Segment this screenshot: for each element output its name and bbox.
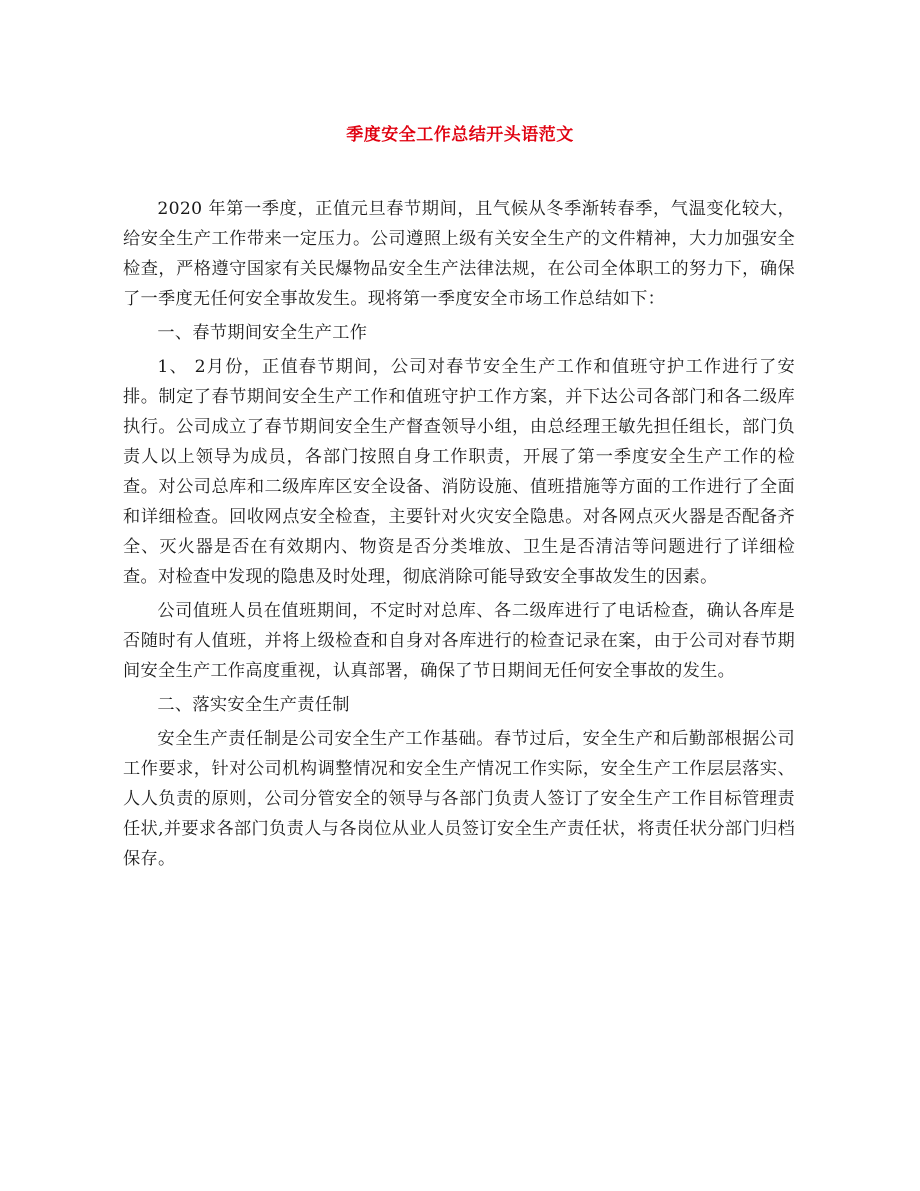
section-heading-spring-festival: 一、春节期间安全生产工作: [157, 323, 368, 343]
paragraph-spring-festival-arrangement: 1、 2月份，正值春节期间，公司对春节安全生产工作和值班守护工作进行了安排。制定了春节期间安全生产工作和值班守护工作方案，并下达公司各部门和各二级库执行。公司成立了春节期间安全生产督查领导小组，由总经理王敏先担任组长，部门负责人以上领导为成员，各部门按照自身工作职责，开展了第一季度安全生产工作的检查。对公司总库和二级库库区安全设备、消防设施、值班措施等方面的工作进行了全面和详细检查。回收网点安全检查，主要针对火灾安全隐患。对各网点灭火器是否配备齐全、灭火器是否在有效期内、物资是否分类堆放、卫生是否清洁等问题进行了详细检查。对检查中发现的隐患及时处理，彻底消除可能导致安全事故发生的因素。: [123, 357, 795, 587]
paragraph-duty-staff: 公司值班人员在值班期间，不定时对总库、各二级库进行了电话检查，确认各库是否随时有人值班，并将上级检查和自身对各库进行的检查记录在案，由于公司对春节期间安全生产工作高度重视，认真部署，确保了节日期间无任何安全事故的发生。: [123, 601, 795, 681]
document-body: [123, 194, 795, 874]
section-heading-responsibility: 二、落实安全生产责任制: [157, 695, 350, 715]
paragraph-intro: 2020 年第一季度，正值元旦春节期间，且气候从冬季渐转春季，气温变化较大，给安全生产工作带来一定压力。公司遵照上级有关安全生产的文件精神，大力加强安全检查，严格遵守国家有关民爆物品安全生产法律法规，在公司全体职工的努力下，确保了一季度无任何安全事故发生。现将第一季度安全市场工作总结如下：: [123, 199, 795, 309]
document-title: 季度安全工作总结开头语范文: [346, 125, 574, 145]
paragraph-responsibility-system: 安全生产责任制是公司安全生产工作基础。春节过后，安全生产和后勤部根据公司工作要求，针对公司机构调整情况和安全生产情况工作实际，安全生产工作层层落实、人人负责的原则，公司分管安全的领导与各部门负责人签订了安全生产工作目标管理责任状,并要求各部门负责人与各岗位从业人员签订安全生产责任状，将责任状分部门归档保存。: [123, 729, 795, 869]
